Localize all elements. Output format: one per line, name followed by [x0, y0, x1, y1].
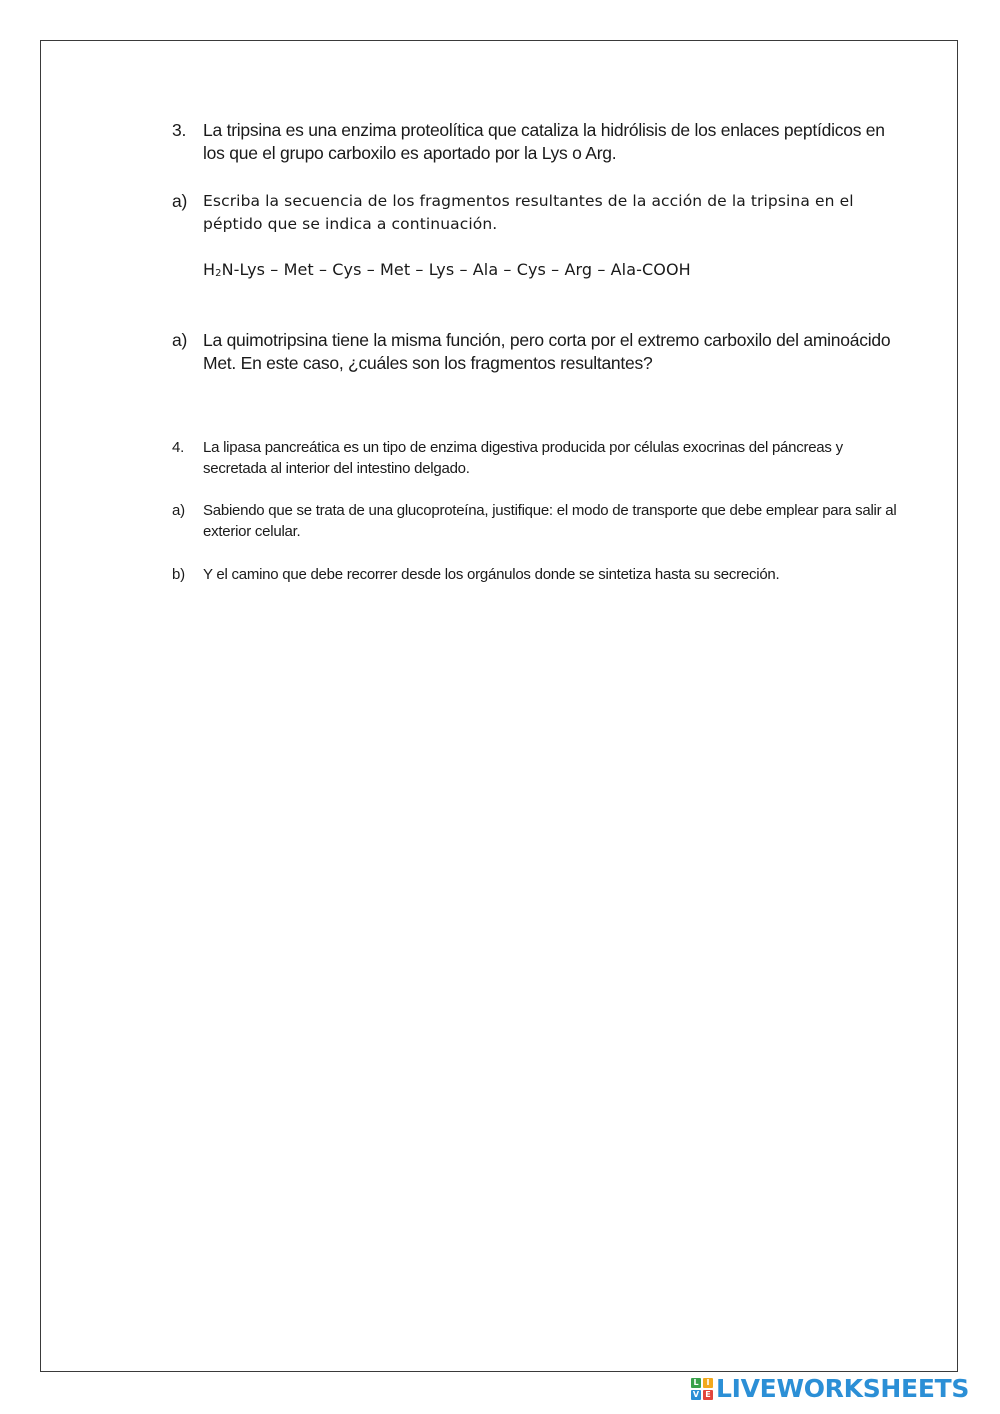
question-3 — [172, 119, 902, 165]
logo-icon — [691, 1378, 713, 1400]
question-number: 3. — [172, 120, 187, 140]
part-marker: a) — [172, 191, 188, 211]
question-text: La lipasa pancreática es un tipo de enzima digestiva producida por células exocrinas del páncreas y secretada al interior del intestino delgado. — [203, 439, 843, 477]
part-text: Escriba la secuencia de los fragmentos resultantes de la acción de la tripsina en el péptido que se indica a continuación. — [203, 192, 854, 233]
peptide-sequence — [203, 259, 691, 285]
question-4-part-b — [172, 564, 902, 585]
peptide-subscript: 2 — [215, 268, 222, 279]
question-text: La tripsina es una enzima proteolítica que cataliza la hidrólisis de los enlaces peptídicos en los que el grupo carboxilo es aportado por la Lys o Arg. — [203, 120, 885, 163]
logo-letter: L — [691, 1378, 701, 1388]
peptide-prefix: H — [203, 260, 216, 279]
liveworksheets-logo — [691, 1375, 969, 1403]
logo-letter: I — [703, 1378, 713, 1388]
question-3-part-a-chymotrypsin — [172, 329, 902, 375]
question-4 — [172, 437, 902, 479]
part-marker: a) — [172, 502, 185, 519]
page-border — [40, 40, 958, 1372]
brand-name: LIVEWORKSHEETS — [716, 1374, 970, 1403]
part-text: Y el camino que debe recorrer desde los orgánulos donde se sintetiza hasta su secreción. — [203, 566, 780, 583]
part-marker: b) — [172, 566, 185, 583]
question-4-part-a — [172, 500, 902, 542]
logo-letter: E — [703, 1390, 713, 1400]
question-number: 4. — [172, 439, 185, 456]
question-3-part-a — [172, 190, 902, 236]
part-text: La quimotripsina tiene la misma función, pero corta por el extremo carboxilo del aminoácido Met. En este caso, ¿cuáles son los fragmentos resultantes? — [203, 330, 891, 373]
logo-letter: V — [692, 1390, 700, 1399]
part-text: Sabiendo que se trata de una glucoproteína, justifique: el modo de transporte que debe emplear para salir al exterior celular. — [203, 502, 897, 540]
part-marker: a) — [172, 330, 188, 350]
peptide-chain: N-Lys – Met – Cys – Met – Lys – Ala – Cys – Arg – Ala-COOH — [221, 260, 691, 279]
